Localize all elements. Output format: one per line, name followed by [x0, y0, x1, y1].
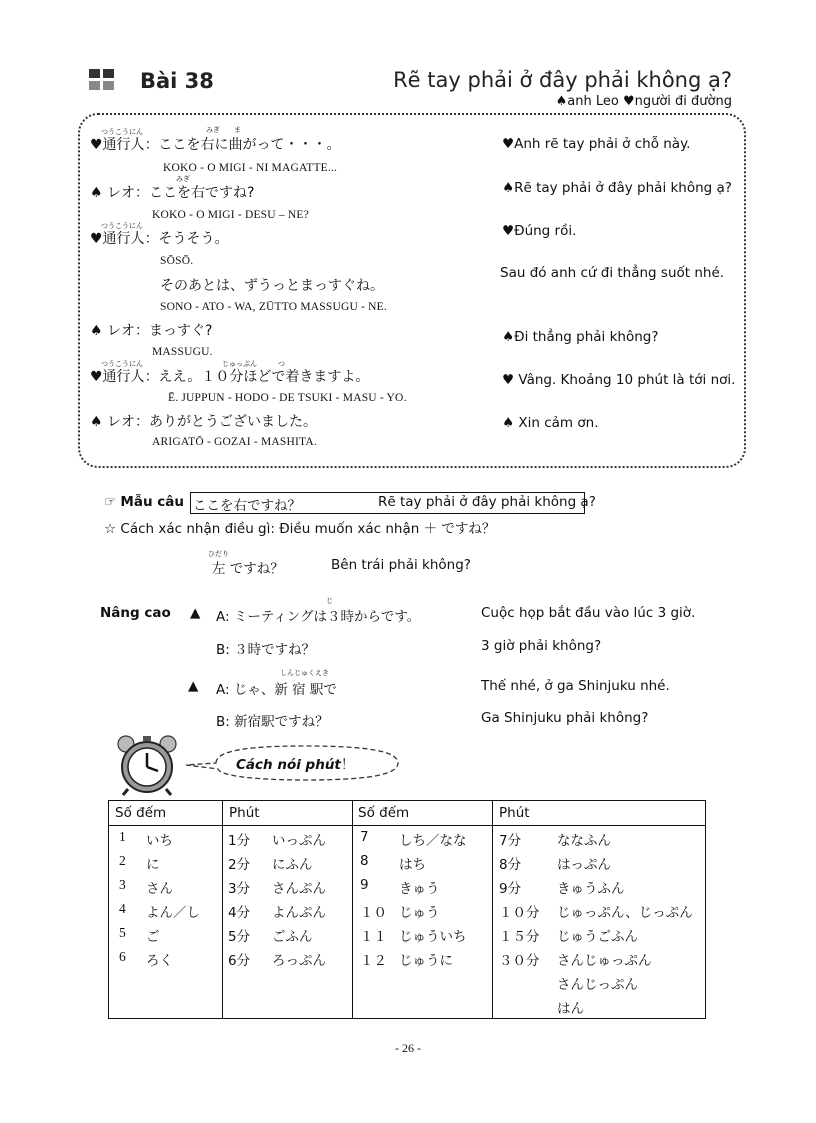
- dialogue-text: ：ありがとうございました。: [135, 414, 318, 430]
- dialogue-text: ：ここを右ですね?: [135, 185, 255, 201]
- pointing-hand-icon: ☞: [104, 494, 121, 510]
- dialogue-text: ：まっすぐ?: [135, 323, 213, 339]
- page-title: Rẽ tay phải ở đây phải không ạ?: [393, 68, 732, 92]
- lesson-icon: [89, 69, 115, 91]
- pattern-vi: Rẽ tay phải ở đây phải không ạ?: [378, 494, 596, 510]
- table-cell-reading: しち／なな: [399, 833, 467, 849]
- dialogue-line: [90, 228, 229, 248]
- table-cell-number: 5: [119, 925, 126, 940]
- table-cell-number: 6: [119, 949, 126, 964]
- table-cell-reading: よんぷん: [272, 905, 326, 921]
- dialogue-line: [90, 134, 341, 154]
- dialogue-line: [90, 320, 212, 340]
- table-cell-reading: ごふん: [272, 929, 313, 945]
- table-cell-number: 3分: [228, 881, 251, 897]
- table-cell-reading: さんじゅっぷん: [557, 953, 652, 969]
- translation: ♠ Xin cảm ơn.: [502, 415, 599, 431]
- romaji: KOKO - O MIGI - DESU – NE?: [152, 209, 309, 221]
- advanced-b-jp: B: ３時ですね？: [216, 642, 316, 658]
- speaker: ♥通行人: [90, 369, 145, 385]
- lesson-number: Bài 38: [140, 69, 214, 93]
- table-cell-number: １０: [360, 905, 387, 921]
- romaji: SONO - ATO - WA, ZŪTTO MASSUGU - NE.: [160, 301, 387, 313]
- table-cell-number: 1: [119, 829, 126, 844]
- furigana: じ: [326, 597, 333, 605]
- table-cell-reading: ろく: [146, 953, 173, 969]
- romaji: SŌSŌ.: [160, 255, 194, 267]
- example-jp: 左 ですね？: [212, 561, 284, 577]
- dialogue-text: ：ええ。１０分ほどで着きますよ。: [144, 369, 370, 385]
- table-cell-reading: はん: [557, 1001, 584, 1017]
- speaker: ♠ レオ: [90, 414, 136, 430]
- characters-legend: ♠anh Leo ♥người đi đường: [555, 94, 732, 109]
- table-cell-reading: じゅうに: [399, 953, 453, 969]
- table-cell-reading: じゅうごふん: [557, 929, 638, 945]
- bubble-label: [236, 753, 354, 773]
- advanced-b-jp: B: 新宿駅ですね？: [216, 714, 329, 730]
- table-cell-number: 1分: [228, 833, 251, 849]
- romaji: KOKO - O MIGI - NI MAGATTE...: [163, 162, 338, 174]
- advanced-a-vi: Cuộc họp bắt đầu vào lúc 3 giờ.: [481, 605, 696, 621]
- alarm-clock-icon: [112, 734, 182, 796]
- furigana: みぎ: [176, 175, 190, 183]
- table-cell-reading: ななふん: [557, 833, 611, 849]
- table-cell-number: 4: [119, 901, 126, 916]
- table-cell-reading: きゅう: [399, 881, 440, 897]
- table-cell-reading: いっぷん: [272, 833, 326, 849]
- table-cell-number: 7: [360, 829, 369, 845]
- triangle-icon: ▲: [188, 678, 199, 694]
- example-vi: Bên trái phải không?: [331, 557, 471, 573]
- pattern-jp: ここを右ですね？: [193, 498, 301, 514]
- advanced-a-jp: A: じゃ、新 宿 駅で: [216, 682, 337, 698]
- table-header: Số đếm: [358, 805, 410, 821]
- furigana: みぎ ま: [206, 126, 241, 134]
- advanced-a-vi: Thế nhé, ở ga Shinjuku nhé.: [481, 678, 670, 694]
- table-cell-number: ３０分: [499, 953, 540, 969]
- table-cell-reading: はち: [399, 857, 426, 873]
- table-cell-reading: さん: [146, 881, 173, 897]
- table-cell-reading: じゅういち: [399, 929, 467, 945]
- table-cell-reading: に: [146, 857, 160, 873]
- romaji: MASSUGU.: [152, 346, 213, 358]
- table-cell-number: 9: [360, 877, 369, 893]
- romaji: ARIGATŌ - GOZAI - MASHITA.: [152, 436, 317, 448]
- table-cell-reading: はっぷん: [557, 857, 611, 873]
- page-number: - 26 -: [395, 1041, 421, 1055]
- bubble-suffix: ！: [340, 757, 355, 773]
- table-cell-reading: さんじっぷん: [557, 977, 638, 993]
- pattern-explanation: ☆ Cách xác nhận điều gì: Điều muốn xác nhận ＋ ですね？: [104, 521, 496, 537]
- table-cell-reading: じゅっぷん、じっぷん: [557, 905, 693, 921]
- table-cell-number: 8: [360, 853, 369, 869]
- dialogue-line: そのあとは、ずうっとまっすぐね。: [160, 278, 384, 294]
- translation: ♥Anh rẽ tay phải ở chỗ này.: [502, 136, 691, 152]
- table-cell-number: 8分: [499, 857, 522, 873]
- speaker: ♠ レオ: [90, 323, 136, 339]
- pattern-label: [104, 494, 184, 510]
- furigana: つうこうにん: [101, 222, 143, 230]
- table-header: Số đếm: [115, 805, 167, 821]
- translation: ♠Rẽ tay phải ở đây phải không ạ?: [502, 180, 732, 196]
- table-cell-reading: きゅうふん: [557, 881, 625, 897]
- table-cell-reading: ご: [146, 929, 160, 945]
- table-cell-number: １１: [360, 929, 387, 945]
- translation: ♥ Vâng. Khoảng 10 phút là tới nơi.: [502, 372, 736, 388]
- furigana: つうこうにん: [101, 128, 143, 136]
- advanced-b-vi: 3 giờ phải không?: [481, 638, 602, 654]
- furigana: じゅっぷん つ: [222, 360, 285, 368]
- table-cell-number: 4分: [228, 905, 251, 921]
- table-cell-number: 6分: [228, 953, 251, 969]
- table-cell-number: １０分: [499, 905, 540, 921]
- speaker: ♥通行人: [90, 231, 145, 247]
- dialogue-line: [90, 411, 317, 431]
- bubble-text: Cách nói phút: [236, 757, 341, 773]
- table-header: Phút: [499, 805, 530, 821]
- table-cell-number: １５分: [499, 929, 540, 945]
- table-cell-number: １２: [360, 953, 387, 969]
- table-cell-number: 2: [119, 853, 126, 868]
- dialogue-text: ：ここを右に曲がって・・・。: [144, 137, 341, 153]
- table-cell-number: 2分: [228, 857, 251, 873]
- translation: ♠Đi thẳng phải không?: [502, 329, 659, 345]
- advanced-a-jp: A: ミーティングは３時からです。: [216, 609, 421, 625]
- speaker: ♥通行人: [90, 137, 145, 153]
- dialogue-line: [90, 366, 369, 386]
- table-cell-reading: よん／し: [146, 905, 200, 921]
- table-cell-reading: いち: [146, 833, 173, 849]
- table-cell-reading: さんぷん: [272, 881, 326, 897]
- dialogue-text: ：そうそう。: [144, 231, 229, 247]
- table-header: Phút: [229, 805, 260, 821]
- table-cell-reading: にふん: [272, 857, 313, 873]
- speaker: ♠ レオ: [90, 185, 136, 201]
- table-cell-number: 9分: [499, 881, 522, 897]
- pattern-label-text: Mẫu câu: [120, 494, 184, 510]
- translation: Sau đó anh cứ đi thẳng suốt nhé.: [500, 265, 725, 281]
- minutes-table: [108, 800, 706, 1019]
- dialogue-line: [90, 182, 254, 202]
- table-cell-number: 5分: [228, 929, 251, 945]
- triangle-icon: ▲: [190, 605, 201, 621]
- table-cell-number: 7分: [499, 833, 522, 849]
- table-cell-reading: ろっぷん: [272, 953, 326, 969]
- table-cell-number: 3: [119, 877, 126, 892]
- furigana: ひだり: [208, 550, 229, 558]
- romaji: Ē. JUPPUN - HODO - DE TSUKI - MASU - YO.: [168, 392, 407, 404]
- furigana: つうこうにん: [101, 360, 143, 368]
- translation: ♥Đúng rồi.: [502, 223, 577, 239]
- advanced-b-vi: Ga Shinjuku phải không?: [481, 710, 649, 726]
- advanced-label: Nâng cao: [100, 605, 171, 621]
- table-cell-reading: じゅう: [399, 905, 440, 921]
- furigana: しんじゅくえき: [280, 669, 329, 677]
